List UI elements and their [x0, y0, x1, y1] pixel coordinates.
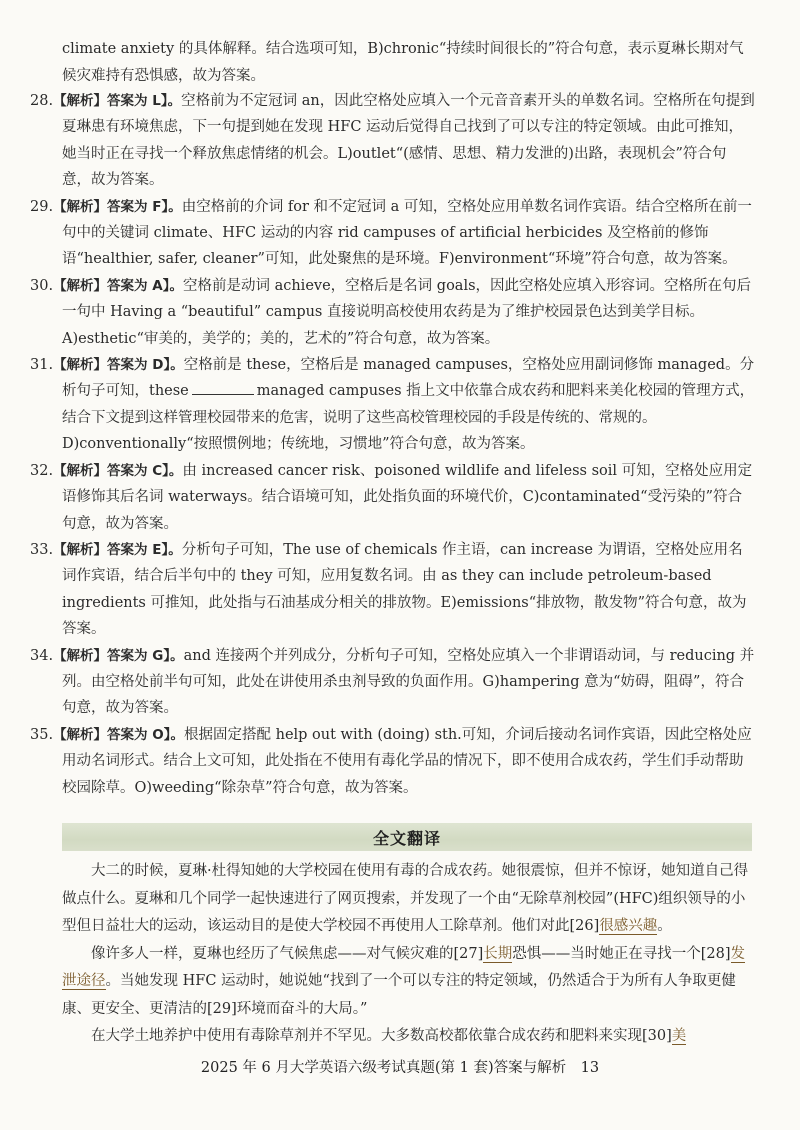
answer-highlight: 长期 — [483, 945, 513, 962]
continued-paragraph: climate anxiety 的具体解释。结合选项可知，B)chronic“持续时间很长的”符合句意，表示夏琳长期对气候灾难持有恐惧感，故为答案。 — [62, 41, 744, 84]
analysis-item-32: 32.【解析】答案为 C】。由 increased cancer risk、poisoned wildlife and lifeless soil 可知，空格处应用定语修饰其后名词 waterways。结合语境可知，此处指负面的环境代价，C)contaminated“受污染的”符合句意，故为答案。 — [30, 462, 753, 532]
answer-tag: 【解析】答案为 D】。 — [53, 357, 184, 374]
answer-highlight: 发泄途径 — [62, 945, 746, 989]
analysis-item-35: 35.【解析】答案为 O】。根据固定搭配 help out with (doing) sth.可知，介词后接动名词作宾语，因此空格处应用动名词形式。结合上文可知，此处指在不使用有毒化学品的情况下，即不使用合成农药，学生们手动帮助校园除草。O)weeding“除杂草”符合句意，故为答案。 — [30, 726, 752, 796]
analysis-item-30: 30.【解析】答案为 A】。空格前是动词 achieve，空格后是名词 goals，因此空格处应填入形容词。空格所在句后一句中 Having a “beautiful” campus 直接说明高校使用农药是为了维护校园景色达到美学目标。A)esthetic“审美的，美学的；美的，艺术的”符合句意，故为答案。 — [30, 277, 752, 347]
translation-section — [62, 858, 752, 1051]
blank-line — [192, 380, 254, 395]
answer-highlight: 很感兴趣 — [599, 918, 658, 934]
answer-tag: 【解析】答案为 O】。 — [53, 726, 184, 743]
answer-tag: 【解析】答案为 F】。 — [53, 198, 182, 215]
section-banner — [62, 823, 752, 851]
translation-paragraph-3: 在大学土地养护中使用有毒除草剂并不罕见。大多数高校都依靠合成农药和肥料来实现[30]美 — [91, 1028, 687, 1044]
section-title: 全文翻译 — [372, 828, 441, 848]
answer-highlight: 美 — [671, 1028, 687, 1044]
page-footer: 2025 年 6 月大学英语六级考试真题(第 1 套)答案与解析 13 — [200, 1060, 600, 1076]
analysis-item-34: 34.【解析】答案为 G】。and 连接两个并列成分，分析句子可知，空格处应填入一个非谓语动词，与 reducing 并列。由空格处前半句可知，此处在讲使用杀虫剂导致的负面作用。G)hampering 意为“妨碍，阻碍”，符合句意，故为答案。 — [30, 647, 755, 717]
answer-tag: 【解析】答案为 L】。 — [53, 93, 182, 109]
answer-tag: 【解析】答案为 E】。 — [53, 541, 182, 558]
analysis-list — [30, 88, 755, 801]
analysis-item-28: 28.【解析】答案为 L】。空格前为不定冠词 an，因此空格处应填入一个元音音素开头的单数名词。空格所在句提到夏琳患有环境焦虑，下一句提到她在发现 HFC 运动后觉得自己找到了可以专注的特定领域。由此可推知，她当时正在寻找一个释放焦虑情绪的机会。L)outlet“(感情、思想、精力发泄的)出路，表现机会”符合句意，故为答案。 — [30, 93, 755, 189]
analysis-item-33: 33.【解析】答案为 E】。分析句子可知，The use of chemicals 作主语，can increase 为谓语，空格处应用名词作宾语，结合后半句中的 they 可知，应用复数名词。由 as they can include petroleum-based ingredients 可推知，此处指与石油基成分相关的排放物。E)emissions“排放物，散发物”符合句意，故为答案。 — [30, 541, 747, 638]
analysis-item-31: 31.【解析】答案为 D】。空格前是 these，空格后是 managed campuses，空格处应用副词修饰 managed。分析句子可知，these managed campuses 指上文中依靠合成农药和肥料来美化校园的管理方式，结合下文提到这样管理校园带来的危害，说明了这些高校管理校园的手段是传统的、常规的。D)conventionally“按照惯例地；传统地，习惯地”符合句意，故为答案。 — [30, 357, 755, 453]
analysis-item-29: 29.【解析】答案为 F】。由空格前的介词 for 和不定冠词 a 可知，空格处应用单数名词作宾语。结合空格所在前一句中的关键词 climate、HFC 运动的内容 rid campuses of artificial herbicides 及空格前的修饰语“healthier, safer, cleaner”可知，此处聚焦的是环境。F)environment“环境”符合句意，故为答案。 — [30, 198, 752, 268]
answer-tag: 【解析】答案为 G】。 — [53, 647, 184, 664]
translation-paragraph-1: 大二的时候，夏琳·杜得知她的大学校园在使用有毒的合成农药。她很震惊，但并不惊讶，她知道自己得做点什么。夏琳和几个同学一起快速进行了网页搜索，并发现了一个由“无除草剂校园”(HFC)组织领导的小型但日益壮大的运动，该运动目的是使大学校园不再使用人工除草剂。他们对此[26]很感兴趣。 — [62, 863, 749, 934]
answer-tag: 【解析】答案为 A】。 — [53, 277, 183, 294]
translation-paragraph-2: 像许多人一样，夏琳也经历了气候焦虑——对气候灾难的[27]长期恐惧——当时她正在寻找一个[28]发泄途径。当她发现 HFC 运动时，她说她“找到了一个可以专注的特定领域，仍然适合于为所有人争取更健康、更安全、更清洁的[29]环境而奋斗的大局。” — [62, 945, 746, 1017]
answer-tag: 【解析】答案为 C】。 — [53, 462, 183, 479]
